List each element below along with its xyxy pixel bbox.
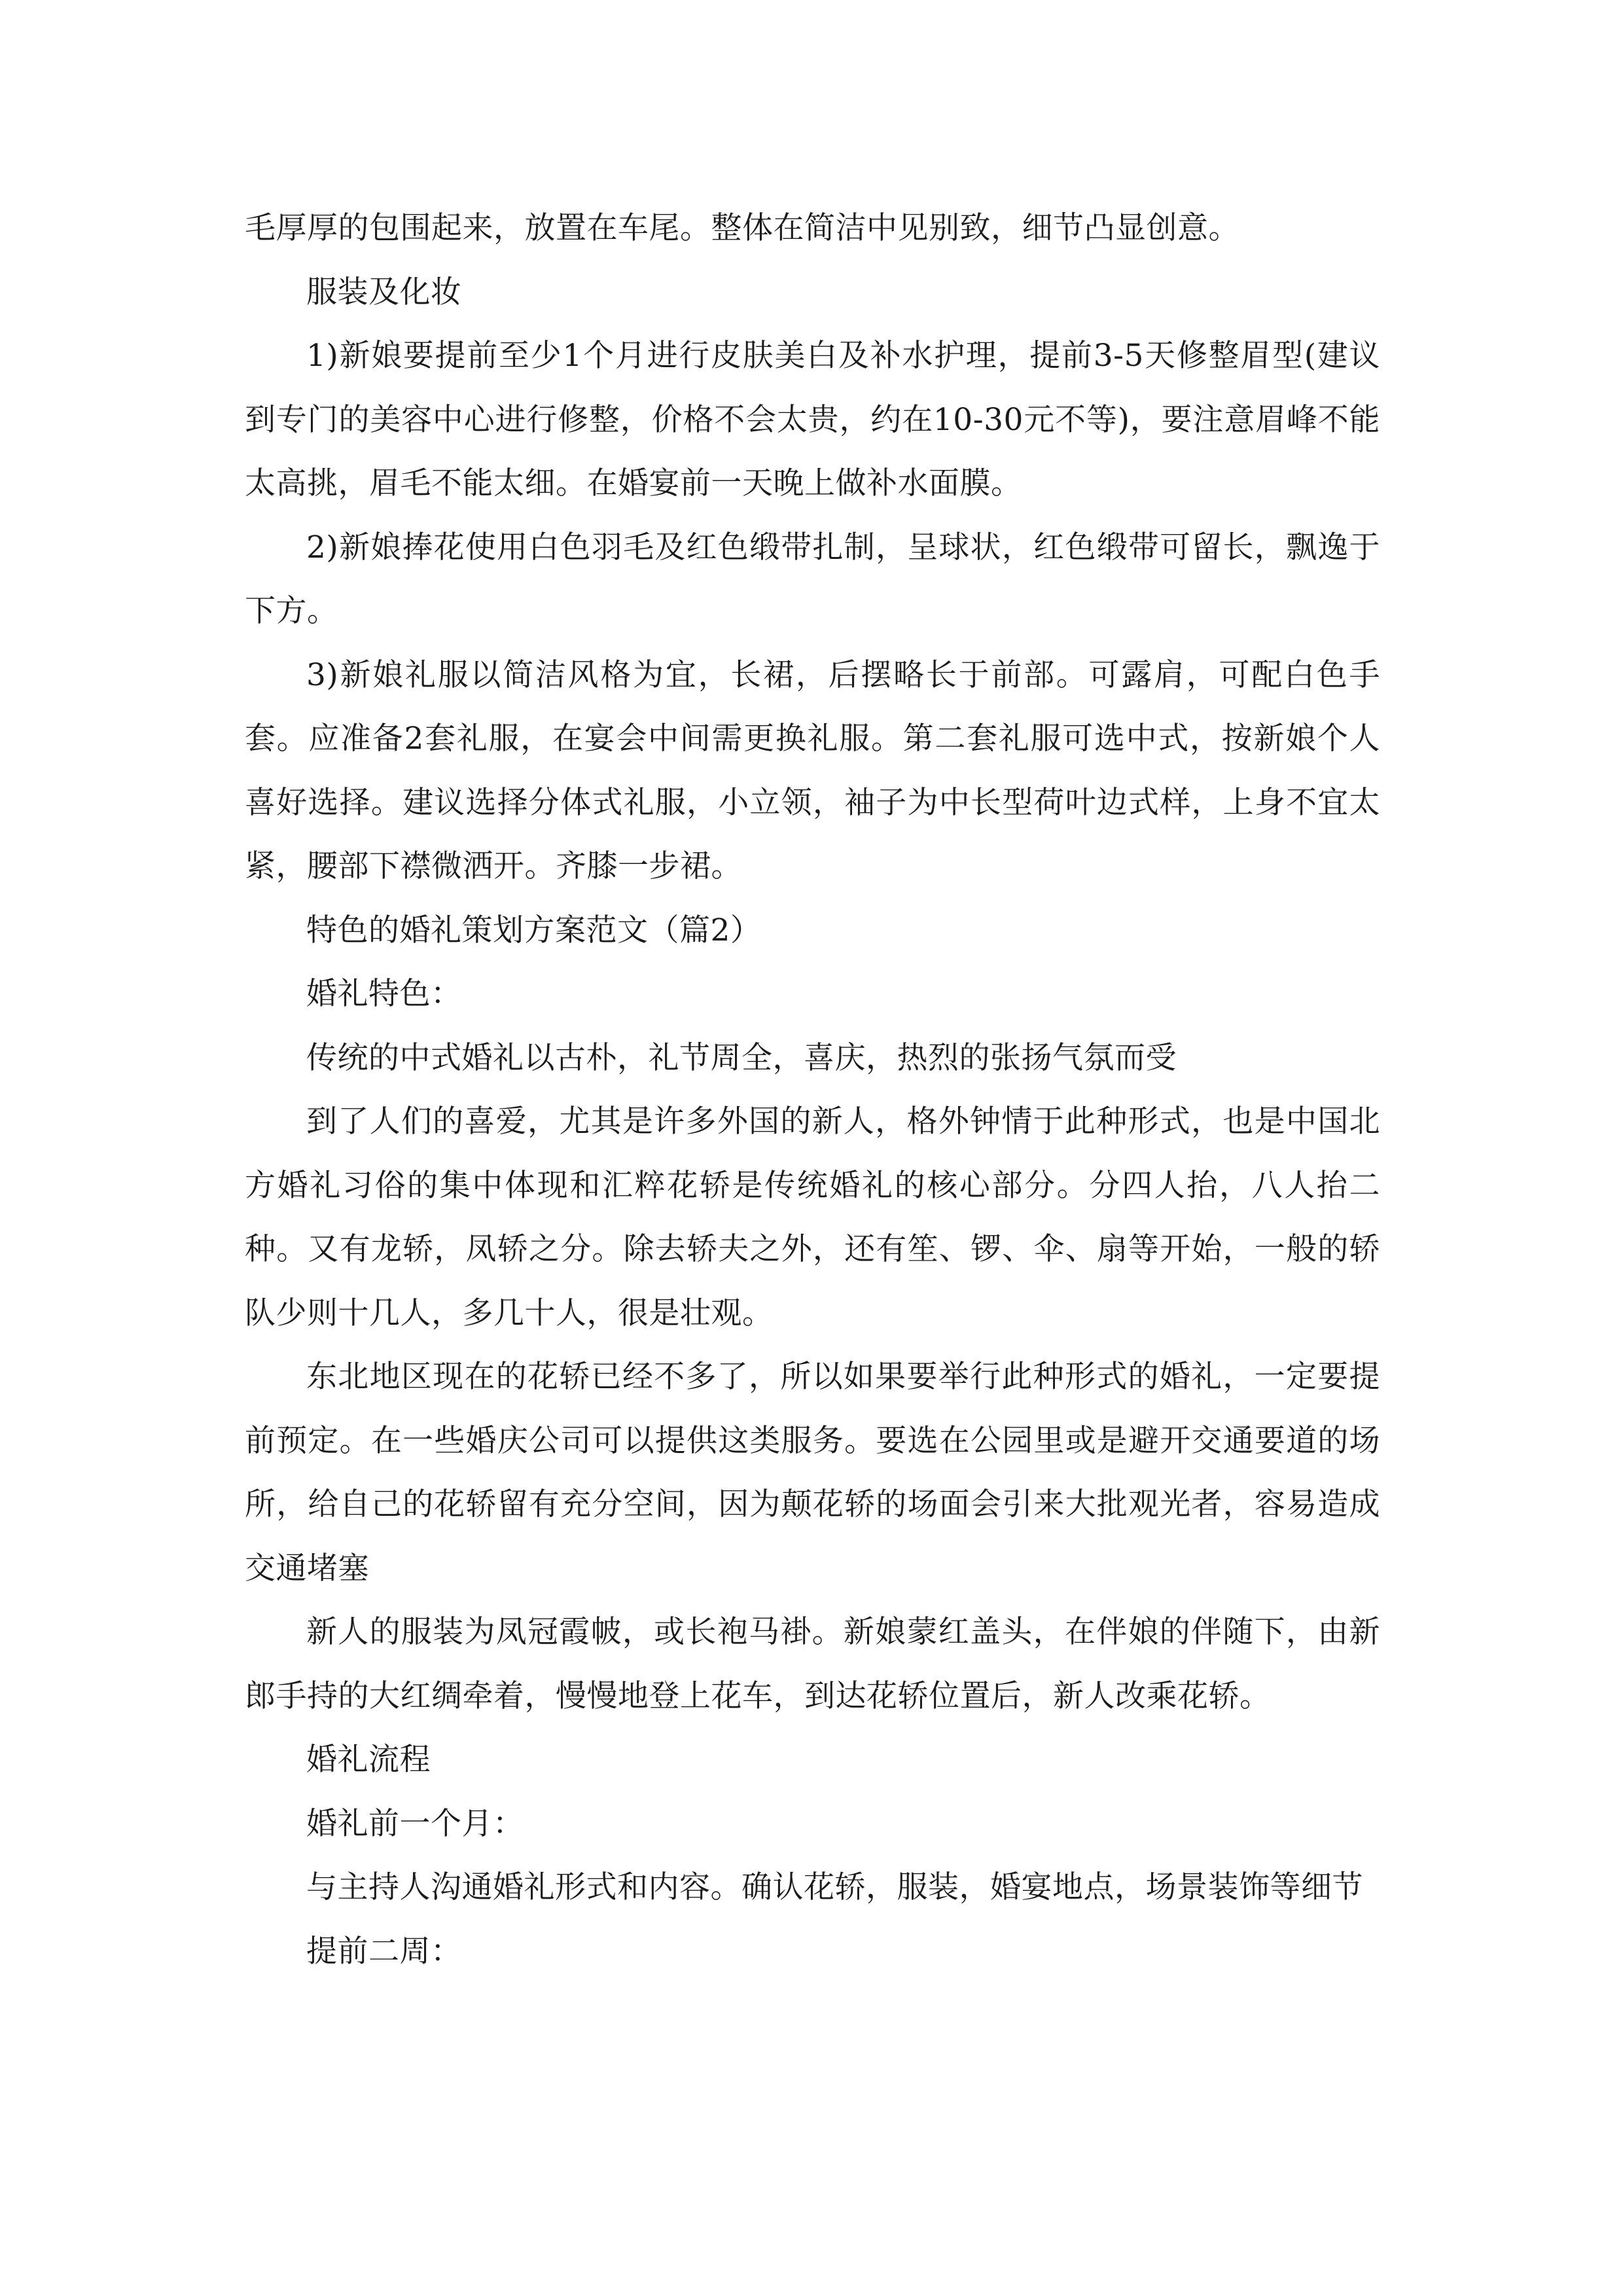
paragraph-skincare: 1)新娘要提前至少1个月进行皮肤美白及补水护理，提前3-5天修整眉型(建议到专门的美容中心进行修整，价格不会太贵，约在10-30元不等)，要注意眉峰不能太高挑，眉毛不能太细。在婚宴前一天晚上做补水面膜。	[245, 338, 1380, 501]
paragraph-attire: 新人的服装为凤冠霞帔，或长袍马褂。新娘蒙红盖头，在伴娘的伴随下，由新郎手持的大红绸牵着，慢慢地登上花车，到达花轿位置后，新人改乘花轿。	[245, 1614, 1380, 1714]
section-heading-costume-makeup: 服装及化妆	[306, 274, 462, 310]
paragraph-northeast: 东北地区现在的花轿已经不多了，所以如果要举行此种形式的婚礼，一定要提前预定。在一些婚庆公司可以提供这类服务。要选在公园里或是避开交通要道的场所，给自己的花轿留有充分空间，因为颠花轿的场面会引来大批观光者，容易造成交通堵塞	[245, 1359, 1380, 1587]
paragraph-traditional-intro: 传统的中式婚礼以古朴，礼节周全，喜庆，热烈的张扬气氛而受	[306, 1039, 1177, 1076]
article-title-part-2: 特色的婚礼策划方案范文（篇2）	[306, 912, 762, 948]
paragraph-continuation: 毛厚厚的包围起来，放置在车尾。整体在简洁中见别致，细节凸显创意。	[245, 210, 1240, 246]
subheading-one-month-before: 婚礼前一个月：	[306, 1805, 524, 1842]
subheading-two-weeks-before: 提前二周：	[306, 1933, 462, 1969]
section-heading-process: 婚礼流程	[306, 1742, 431, 1778]
paragraph-bouquet: 2)新娘捧花使用白色羽毛及红色缎带扎制，呈球状，红色缎带可留长，飘逸于下方。	[245, 529, 1380, 629]
paragraph-sedan-chair: 到了人们的喜爱，尤其是许多外国的新人，格外钟情于此种形式，也是中国北方婚礼习俗的集中体现和汇粹花轿是传统婚礼的核心部分。分四人抬，八人抬二种。又有龙轿，凤轿之分。除去轿夫之外，还有笙、锣、伞、扇等开始，一般的轿队少则十几人，多几十人，很是壮观。	[245, 1103, 1380, 1331]
paragraph-host-communication: 与主持人沟通婚礼形式和内容。确认花轿，服装，婚宴地点，场景装饰等细节	[306, 1869, 1363, 1905]
document-body	[245, 196, 1380, 1983]
paragraph-gown: 3)新娘礼服以简洁风格为宜，长裙，后摆略长于前部。可露肩，可配白色手套。应准备2套礼服，在宴会中间需更换礼服。第二套礼服可选中式，按新娘个人喜好选择。建议选择分体式礼服，小立领，袖子为中长型荷叶边式样，上身不宜太紧，腰部下襟微洒开。齐膝一步裙。	[245, 656, 1380, 884]
section-heading-features: 婚礼特色：	[306, 976, 462, 1012]
